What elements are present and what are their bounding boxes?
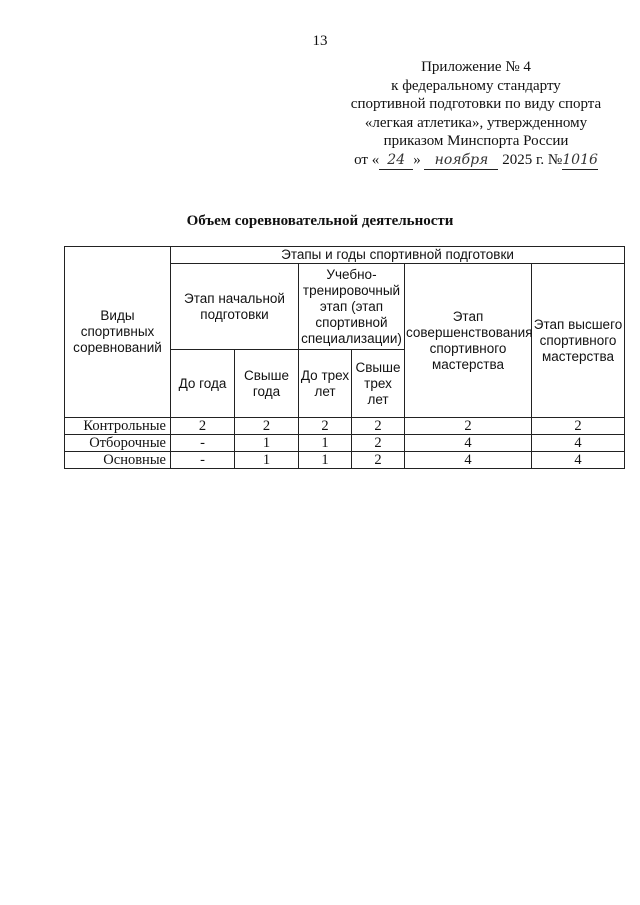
- appendix-line-1: Приложение № 4: [421, 59, 531, 75]
- table-cell: 2: [352, 435, 405, 452]
- table-cell: 1: [299, 452, 352, 469]
- table-cell: 2: [171, 418, 235, 435]
- table-row: [65, 418, 625, 435]
- date-month: ноября: [424, 151, 498, 171]
- document-title: Объем соревновательной деятельности: [186, 213, 454, 229]
- header-higher-stage: Этап высшего спортивного мастерства: [532, 264, 625, 418]
- appendix-line-2: к федеральному стандарту: [391, 77, 561, 94]
- date-prefix: от «: [354, 151, 380, 168]
- appendix-line-4: «легкая атлетика», утвержденному: [364, 114, 588, 131]
- table-row: [65, 452, 625, 469]
- table-cell: 4: [405, 435, 532, 452]
- table-cell: -: [171, 435, 235, 452]
- table-cell: 4: [532, 452, 625, 469]
- table-cell: 2: [405, 418, 532, 435]
- row-label: Отборочные: [65, 435, 171, 452]
- table-cell: 1: [235, 452, 299, 469]
- date-mid: »: [413, 151, 421, 168]
- appendix-date-line: [330, 151, 622, 171]
- table-cell: -: [171, 452, 235, 469]
- table-cell: 2: [532, 418, 625, 435]
- row-label: Контрольные: [65, 418, 171, 435]
- table-cell: 1: [299, 435, 352, 452]
- appendix-line-5: приказом Минспорта России: [383, 133, 569, 149]
- header-over-three-years: Свыше трех лет: [352, 350, 405, 418]
- row-label: Основные: [65, 452, 171, 469]
- table-row: [65, 435, 625, 452]
- header-stages: Этапы и годы спортивной подготовки: [171, 247, 625, 264]
- competition-volume-table: [64, 246, 625, 469]
- appendix-block: [330, 58, 622, 170]
- table-cell: 2: [235, 418, 299, 435]
- table-cell: 2: [352, 418, 405, 435]
- table-cell: 4: [405, 452, 532, 469]
- table-cell: 2: [299, 418, 352, 435]
- header-over-year: Свыше года: [235, 350, 299, 418]
- appendix-line-3: спортивной подготовки по виду спорта: [350, 96, 602, 112]
- header-training-stage: Учебно-тренировочный этап (этап спортивной специализации): [299, 264, 405, 350]
- header-competition-types: Виды спортивных соревнований: [65, 247, 171, 418]
- document-number: 1016: [562, 151, 598, 171]
- table-cell: 2: [352, 452, 405, 469]
- page-number: 13: [312, 33, 328, 49]
- header-up-to-year: До года: [171, 350, 235, 418]
- table-cell: 4: [532, 435, 625, 452]
- date-year: 2025 г. №: [502, 151, 563, 168]
- table-cell: 1: [235, 435, 299, 452]
- header-up-to-three-years: До трех лет: [299, 350, 352, 418]
- header-improvement-stage: Этап совершенствования спортивного мастерства: [405, 264, 532, 418]
- header-initial-stage: Этап начальной подготовки: [171, 264, 299, 350]
- date-day: 24: [379, 151, 413, 171]
